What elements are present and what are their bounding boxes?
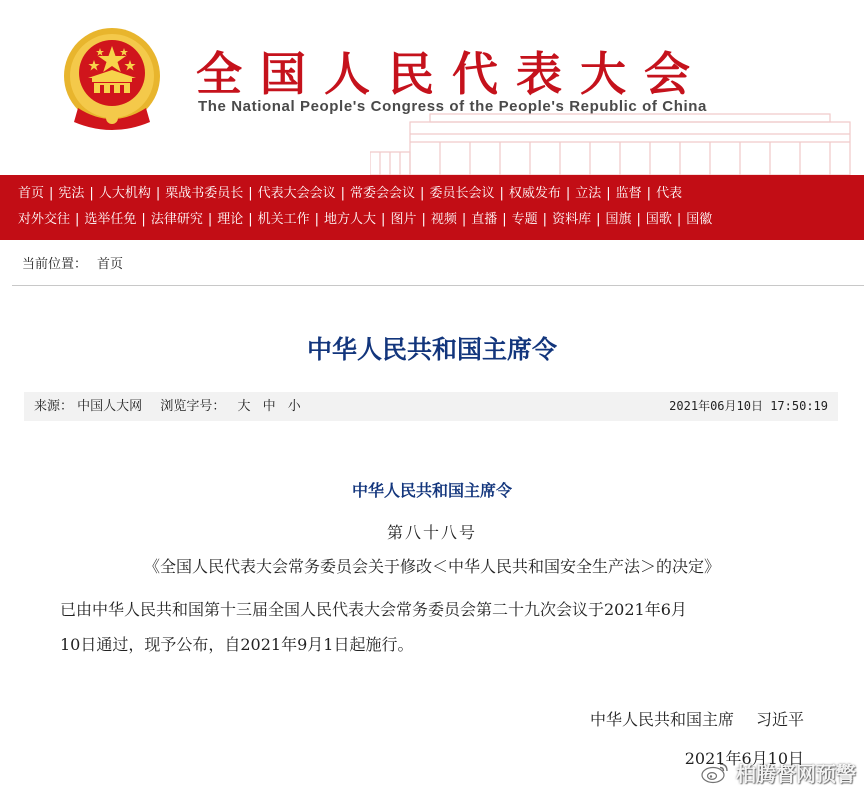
nav-separator: |: [636, 212, 641, 227]
nav-separator: |: [89, 186, 94, 201]
nav-item-theory[interactable]: 理论: [217, 212, 244, 227]
nav-separator: |: [420, 186, 425, 201]
meta-left: [34, 392, 301, 421]
signer: [590, 707, 804, 730]
site-header: [0, 0, 864, 175]
breadcrumb-label: 当前位置：: [22, 257, 88, 272]
national-emblem-icon[interactable]: [60, 26, 164, 134]
nav-item-foreign-affairs[interactable]: 对外交往: [18, 212, 71, 227]
weibo-icon: [700, 760, 730, 784]
nav-item-video[interactable]: 视频: [430, 212, 457, 227]
body-paragraph: [60, 592, 804, 662]
body-paragraph-line-1: 已由中华人民共和国第十三届全国人民代表大会常务委员会第二十九次会议于2021年6月: [60, 600, 687, 619]
nav-separator: |: [75, 212, 80, 227]
nav-separator: |: [248, 186, 253, 201]
nav-separator: |: [646, 186, 652, 201]
nav-separator: |: [502, 212, 507, 227]
nav-separator: |: [596, 212, 601, 227]
article-meta-bar: [24, 392, 838, 421]
nav-item-npc-organs[interactable]: 人大机构: [98, 186, 151, 201]
decision-title: 《全国人民代表大会常务委员会关于修改＜中华人民共和国安全生产法＞的决定》: [143, 557, 720, 576]
font-size-medium-button[interactable]: 中: [262, 399, 276, 414]
nav-item-live[interactable]: 直播: [471, 212, 498, 227]
great-hall-illustration: [370, 112, 864, 175]
signer-title: 中华人民共和国主席: [589, 710, 734, 729]
nav-separator: |: [248, 212, 253, 227]
nav-item-supervision[interactable]: 监督: [615, 186, 642, 201]
nav-item-database[interactable]: 资料库: [552, 212, 592, 227]
font-size-label: 浏览字号：: [160, 399, 226, 414]
nav-separator: |: [207, 212, 213, 227]
nav-item-chairmen-council[interactable]: 委员长会议: [429, 186, 495, 201]
nav-item-pictures[interactable]: 图片: [390, 212, 417, 227]
nav-item-constitution[interactable]: 宪法: [58, 186, 85, 201]
nav-item-legislation[interactable]: 立法: [575, 186, 602, 201]
body-heading: 中华人民共和国主席令: [351, 481, 512, 500]
font-size-small-button[interactable]: 小: [287, 399, 301, 414]
nav-item-law-research[interactable]: 法律研究: [150, 212, 203, 227]
nav-separator: |: [461, 212, 467, 227]
nav-item-congress-sessions[interactable]: 代表大会会议: [257, 186, 336, 201]
nav-row-1: [18, 183, 864, 209]
source-label: 来源：: [34, 399, 74, 414]
nav-item-national-emblem[interactable]: 国徽: [686, 212, 713, 227]
nav-item-chairman[interactable]: 栗战书委员长: [165, 186, 244, 201]
signer-name: 习近平: [755, 710, 804, 729]
nav-item-releases[interactable]: 权威发布: [508, 186, 561, 201]
watermark-text: 柏腾督网预警: [736, 761, 856, 786]
site-title-en: The National People's Congress of the People's Republic of China: [198, 98, 707, 115]
article-title: 中华人民共和国主席令: [306, 335, 557, 364]
nav-separator: |: [606, 186, 611, 201]
font-size-large-button[interactable]: 大: [237, 399, 251, 414]
nav-item-elections[interactable]: 选举任免: [84, 212, 137, 227]
order-number: 第八十八号: [386, 523, 477, 542]
body-paragraph-line-2: 10日通过，现予公布，自2021年9月1日起施行。: [60, 635, 414, 654]
nav-separator: |: [141, 212, 146, 227]
nav-item-national-flag[interactable]: 国旗: [605, 212, 632, 227]
main-nav: [0, 175, 864, 240]
watermark: [700, 756, 856, 788]
nav-separator: |: [340, 186, 346, 201]
nav-item-office-work[interactable]: 机关工作: [257, 212, 310, 227]
nav-separator: |: [155, 186, 161, 201]
nav-separator: |: [676, 212, 682, 227]
nav-item-deputies[interactable]: 代表: [656, 186, 683, 201]
nav-item-home[interactable]: 首页: [18, 186, 45, 201]
breadcrumb: [12, 240, 864, 286]
nav-separator: |: [565, 186, 571, 201]
nav-separator: |: [542, 212, 548, 227]
nav-item-topics[interactable]: 专题: [511, 212, 538, 227]
nav-separator: |: [421, 212, 426, 227]
nav-separator: |: [49, 186, 54, 201]
sign-date: 2021年6月10日: [684, 749, 804, 768]
publish-datetime: 2021年06月10日 17:50:19: [669, 399, 828, 413]
nav-separator: |: [499, 186, 504, 201]
breadcrumb-home-link[interactable]: 首页: [97, 257, 124, 272]
nav-item-standing-committee[interactable]: 常委会会议: [350, 186, 416, 201]
nav-item-national-anthem[interactable]: 国歌: [645, 212, 672, 227]
nav-separator: |: [381, 212, 386, 227]
nav-row-2: [18, 209, 864, 235]
nav-item-local-npc[interactable]: 地方人大: [324, 212, 377, 227]
site-title-cn[interactable]: 全国人民代表大会: [196, 47, 708, 101]
nav-separator: |: [314, 212, 320, 227]
source-value: 中国人大网: [77, 399, 143, 414]
